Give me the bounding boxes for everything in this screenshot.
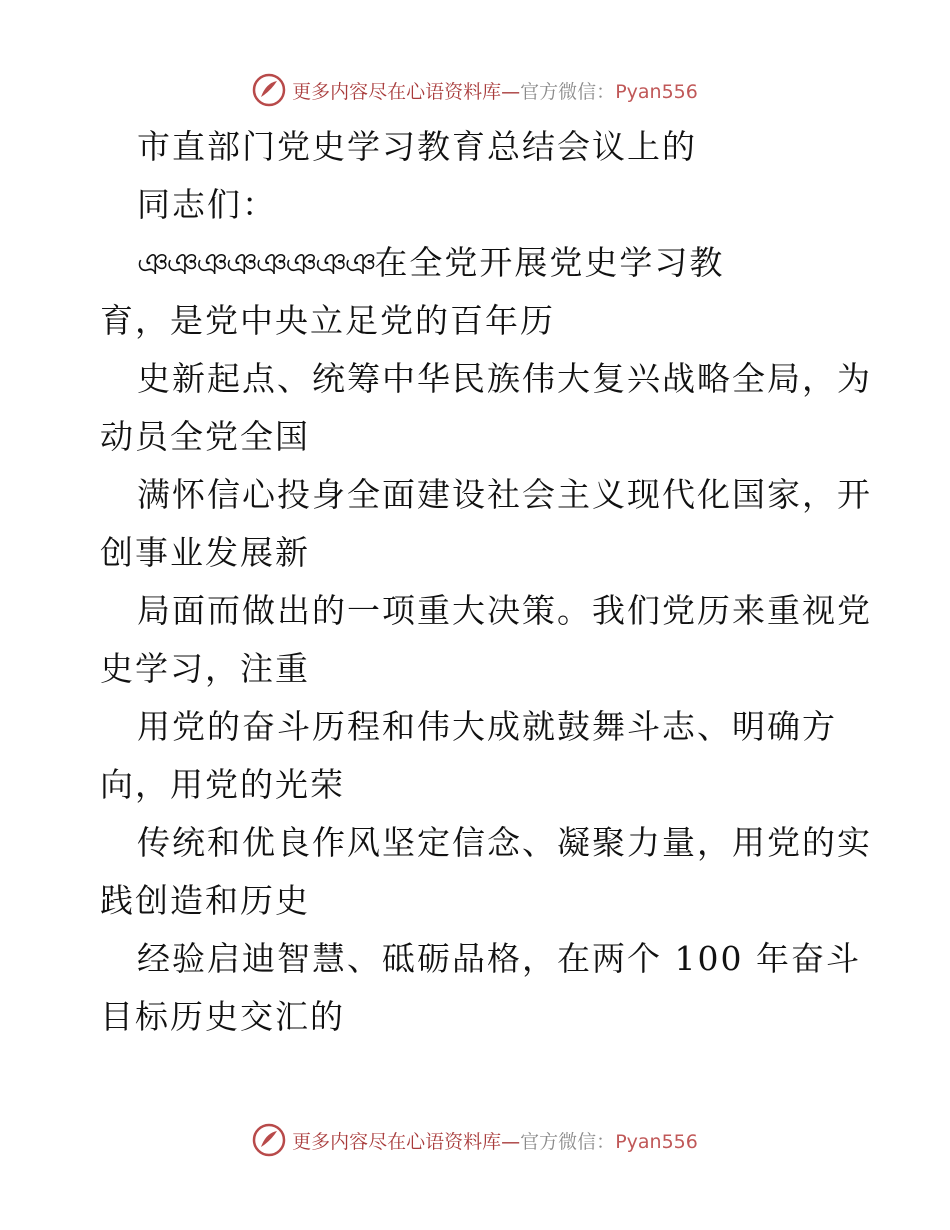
paragraph-line: 史新起点、统筹中华民族伟大复兴战略全局，为 <box>137 359 872 398</box>
banner-text: 更多内容尽在心语资料库—官方微信：Pyan556 <box>292 80 698 103</box>
paragraph-line: 践创造和历史 <box>100 881 310 920</box>
paragraph-line: 传统和优良作风坚定信念、凝聚力量，用党的实 <box>137 823 872 862</box>
paragraph-line: 目标历史交汇的 <box>100 997 345 1036</box>
paragraph-line: 满怀信心投身全面建设社会主义现代化国家，开 <box>137 475 872 514</box>
paragraph-line: 经验启迪智慧、砥砺品格，在两个 100 年奋斗 <box>137 939 861 978</box>
paragraph-line: ঞঞঞঞঞঞঞঞ在全党开展党史学习教 <box>137 243 725 282</box>
salutation: 同志们： <box>137 185 277 224</box>
footer-banner <box>0 1120 950 1160</box>
banner-text: 更多内容尽在心语资料库—官方微信：Pyan556 <box>292 1130 698 1153</box>
paragraph-line: 动员全党全国 <box>100 417 310 456</box>
ornament-glyphs-icon: ঞঞঞঞঞঞঞঞ <box>137 247 375 282</box>
document-title: 市直部门党史学习教育总结会议上的 <box>137 127 697 166</box>
brand-logo-icon <box>252 73 286 107</box>
paragraph-line: 创事业发展新 <box>100 533 310 572</box>
paragraph-line: 向，用党的光荣 <box>100 765 345 804</box>
header-banner <box>0 70 950 110</box>
paragraph-line: 局面而做出的一项重大决策。我们党历来重视党 <box>137 591 872 630</box>
paragraph-line: 史学习，注重 <box>100 649 310 688</box>
paragraph-line: 育，是党中央立足党的百年历 <box>100 301 555 340</box>
document-body <box>100 118 872 1046</box>
paragraph-line: 用党的奋斗历程和伟大成就鼓舞斗志、明确方 <box>137 707 837 746</box>
brand-logo-icon <box>252 1123 286 1157</box>
